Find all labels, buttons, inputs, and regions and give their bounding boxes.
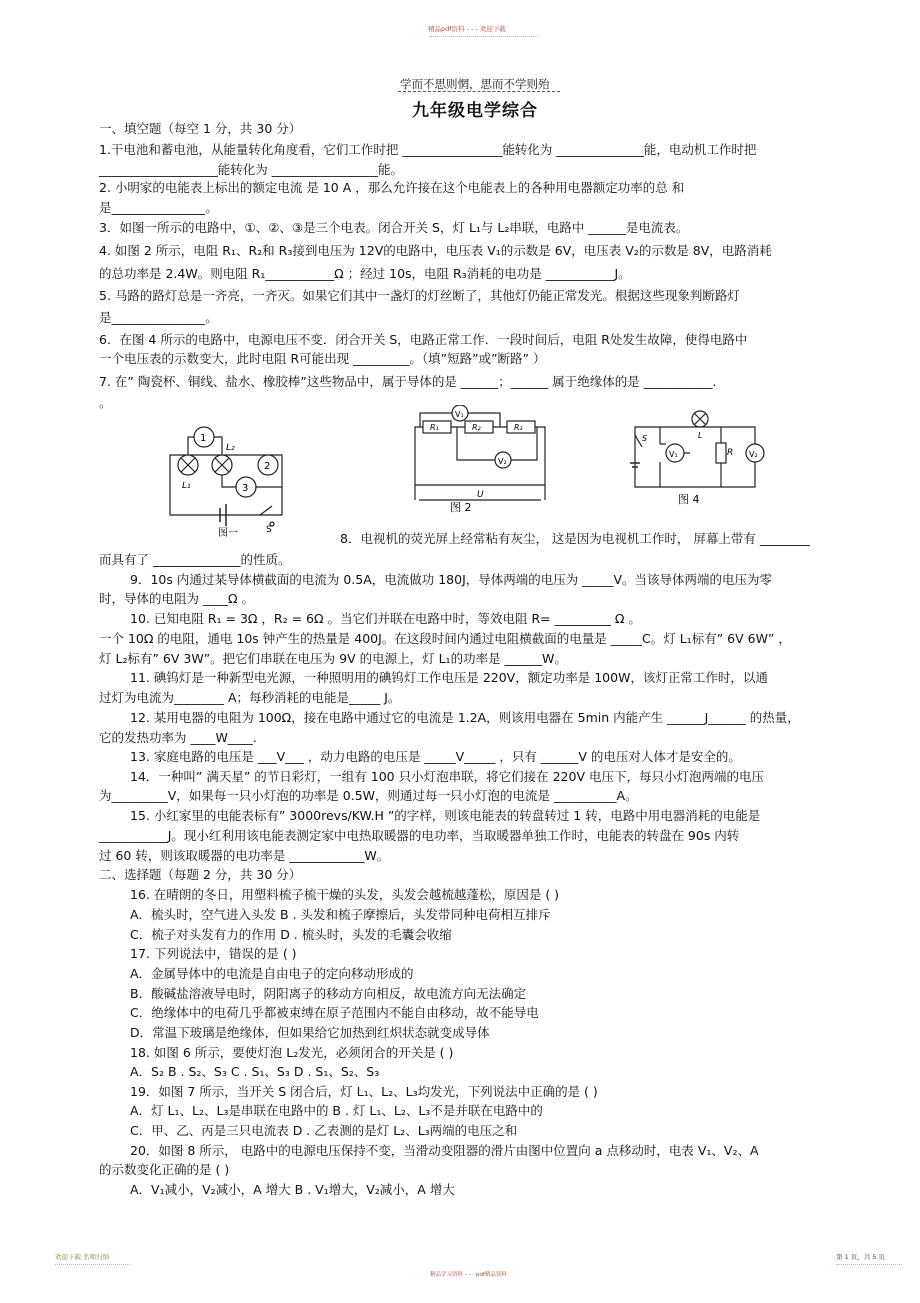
question-line: 3．如图一所示的电路中，①、②、③是三个电表。闭合开关 S，灯 L₁与 L₂串联，电路中 ______是电流表。 [99, 220, 689, 235]
question-line: 为_________V，如果每一只小灯泡的功率是 0.5W，则通过每一只小灯泡的电流是 __________A。 [99, 788, 638, 803]
option-line: A．V₁减小，V₂减小，A 增大 B . V₁增大，V₂减小，A 增大 [130, 1182, 455, 1197]
question-line: 8．电视机的荧光屏上经常粘有灰尘， 这是因为电视机工作时， 屏幕上带有 ________ [340, 531, 810, 546]
section-fill-heading: 一、填空题（每空 1 分，共 30 分） [99, 121, 302, 136]
figure-1-circuit [160, 420, 300, 540]
fig4-meter-v1: V₁ [669, 450, 678, 459]
option-line: A．灯 L₁、L₂、L₃是串联在电路中的 B . 灯 L₁、L₂、L₃不是并联在电路中的 [130, 1103, 543, 1118]
question-line: 而具有了 ______________的性质。 [99, 552, 291, 567]
question-line: 的总功率是 2.4W。则电阻 R₁___________Ω ；经过 10s，电阻 R₃消耗的电功是 ___________J。 [99, 266, 631, 281]
option-line: C．梳子对头发有力的作用 D . 梳头时，头发的毛囊会收缩 [130, 927, 452, 942]
question-line: ___________________能转化为 _________________能。 [99, 162, 403, 177]
fig4-caption: 图 4 [678, 493, 700, 506]
fig2-meter-v1: V₁ [455, 410, 464, 419]
figure-2-circuit [405, 405, 555, 515]
option-line: A．S₂ B . S₂、S₃ C . S₁、S₃ D . S₁、S₂、S₃ [130, 1064, 380, 1079]
fig4-lamp-l: L [698, 431, 703, 440]
footer-right-dots [836, 1264, 902, 1265]
question-line: 。 [99, 395, 112, 410]
fig2-caption: 图 2 [450, 501, 472, 514]
question-line: 7. 在” 陶瓷杯、铜线、盐水、橡胶棒”这些物品中，属于导体的是 ______；______ 属于绝缘体的是 ___________. [99, 374, 717, 389]
question-line: 14．一种叫” 满天星” 的节日彩灯，一组有 100 只小灯泡串联，将它们接在 220V 电压下，每只小灯泡两端的电压 [130, 769, 764, 784]
question-line: 20．如图 8 所示， 电路中的电源电压保持不变，当滑动变阻器的滑片由图中位置向 a 点移动时，电表 V₁、V₂、A [130, 1143, 759, 1158]
question-line: 16. 在晴朗的冬日，用塑料梳子梳干燥的头发，头发会越梳越蓬松，原因是 ( ) [130, 887, 560, 902]
footer-left: 欢迎下载 名师归纳 [55, 1253, 110, 1261]
option-line: B．酸碱盐溶液导电时，阴阳离子的移动方向相反，故电流方向无法确定 [130, 986, 527, 1001]
option-line: C．绝缘体中的电荷几乎都被束缚在原子范围内不能自由移动，故不能导电 [130, 1005, 539, 1020]
fig1-caption: 图一 [218, 528, 238, 539]
option-line: C．甲、乙、丙是三只电流表 D . 乙表测的是灯 L₂、L₃两端的电压之和 [130, 1123, 518, 1138]
header-dots [430, 36, 538, 37]
question-line: 灯 L₂标有” 6V 3W”。把它们串联在电压为 9V 的电源上，灯 L₁的功率是 ______W。 [99, 651, 567, 666]
fig4-meter-v2: V₂ [749, 450, 758, 459]
question-line: 12. 某用电器的电阻为 100Ω，接在电路中通过它的电流是 1.2A，则该用电器在 5min 内能产生 ______J______ 的热量， [130, 710, 800, 725]
question-line: 时，导体的电阻为 ____Ω 。 [99, 591, 254, 606]
question-line: 9．10s 内通过某导体横截面的电流为 0.5A，电流做功 180J，导体两端的电压为 _____V。当该导体两端的电压为零 [130, 572, 773, 587]
fig1-switch-label: S [266, 525, 272, 535]
option-line: A．梳头时，空气进入头发 B . 头发和梳子摩擦后，头发带同种电荷相互排斥 [130, 907, 551, 922]
header-watermark: 精品pdf资料 - - - 欢迎下载 [428, 25, 506, 33]
question-line: 一个电压表的示数变大，此时电阻 R可能出现 _________。（填”短路”或”断路” ） [99, 351, 546, 366]
question-line: 10. 已知电阻 R₁ = 3Ω ，R₂ = 6Ω 。当它们并联在电路中时，等效电阻 R= _________ Ω 。 [130, 611, 641, 626]
fig1-meter-1: 1 [200, 433, 207, 444]
question-line: 19．如图 7 所示，当开关 S 闭合后，灯 L₁、L₂、L₃均发光，下列说法中正确的是 ( ) [130, 1084, 598, 1099]
fig4-switch-s: S [642, 434, 648, 443]
question-line: 过 60 转，则该取暖器的电功率是 ____________W。 [99, 848, 390, 863]
fig1-meter-2: 2 [264, 461, 271, 472]
question-line: ___________J。现小红利用该电能表测定家中电热取暖器的电功率，当取暖器单独工作时，电能表的转盘在 90s 内转 [99, 828, 740, 843]
fig2-resistor-r1: R₁ [430, 423, 439, 432]
fig2-voltage-u: U [477, 490, 484, 500]
fig2-meter-v2: V₂ [498, 457, 507, 466]
question-line: 2. 小明家的电能表上标出的额定电流 是 10 A ，那么允许接在这个电能表上的各种用电器额定功率的总 和 [99, 180, 685, 195]
question-line: 一个 10Ω 的电阻，通电 10s 钟产生的热量是 400J。在这段时间内通过电阻横截面的电量是 _____C。灯 L₁标有” 6V 6W” ， [99, 631, 791, 646]
question-line: 是_______________。 [99, 310, 218, 325]
fig1-lamp-l2: L₂ [226, 443, 235, 453]
question-line: 4. 如图 2 所示，电阻 R₁、R₂和 R₃接到电压为 12V的电路中，电压表 V₁的示数是 6V，电压表 V₂的示数是 8V，电路消耗 [99, 243, 772, 258]
question-line: 11. 碘钨灯是一种新型电光源，一种照明用的碘钨灯工作电压是 220V，额定功率是 100W，该灯正常工作时，以通 [130, 670, 768, 685]
footer-left-dots [55, 1264, 130, 1265]
question-line: 6．在图 4 所示的电路中，电源电压不变．闭合开关 S，电路正常工作．一段时间后，电阻 R处发生故障，使得电路中 [99, 332, 748, 347]
question-line: 13. 家庭电路的电压是 ___V___ ，动力电路的电压是 _____V_____ ，只有 ______V 的电压对人体才是安全的。 [130, 749, 741, 764]
figure-4-circuit [620, 405, 770, 515]
footer-center: 精品学习资料 - - - pdf精品资料 [430, 1272, 507, 1278]
page-title: 九年级电学综合 [412, 101, 538, 121]
question-line: 1.干电池和蓄电池，从能量转化角度看，它们工作时把 ________________能转化为 ______________能，电动机工作时把 [99, 142, 757, 157]
question-line: 15. 小红家里的电能表标有” 3000revs/KW.H ”的字样，则该电能表的转盘转过 1 转，电路中用电器消耗的电能是 [130, 808, 761, 823]
page-number: 第 1 页，共 5 页 [836, 1253, 886, 1261]
question-line: 18. 如图 6 所示，要使灯泡 L₂发光，必须闭合的开关是 ( ) [130, 1045, 454, 1060]
fig4-resistor-r: R [727, 448, 734, 458]
fig1-meter-3: 3 [242, 483, 249, 494]
question-line: 是_______________。 [99, 200, 218, 215]
motto: 学而不思则惘，思而不学则殆 [400, 77, 550, 91]
section-choice-heading: 二、选择题（每题 2 分，共 30 分） [99, 867, 302, 882]
question-line: 5. 马路的路灯总是一齐亮，一齐灭。如果它们其中一盏灯的灯丝断了，其他灯仍能正常发光。根据这些现象判断路灯 [99, 288, 740, 303]
fig2-resistor-r2: R₂ [472, 423, 481, 432]
option-line: D．常温下玻璃是绝缘体，但如果给它加热到红炽状态就变成导体 [130, 1025, 490, 1040]
option-line: A．金属导体中的电流是自由电子的定向移动形成的 [130, 966, 414, 981]
question-line: 过灯为电流为________ A；每秒消耗的电能是_____ J。 [99, 690, 401, 705]
fig1-lamp-l1: L₁ [182, 481, 191, 491]
question-line: 它的发热功率为 ____W____. [99, 730, 257, 745]
question-line: 的示数变化正确的是 ( ) [99, 1162, 230, 1177]
question-line: 17. 下列说法中，错误的是 ( ) [130, 946, 297, 961]
motto-underline [398, 91, 560, 92]
fig2-resistor-r3: R₃ [514, 423, 523, 432]
